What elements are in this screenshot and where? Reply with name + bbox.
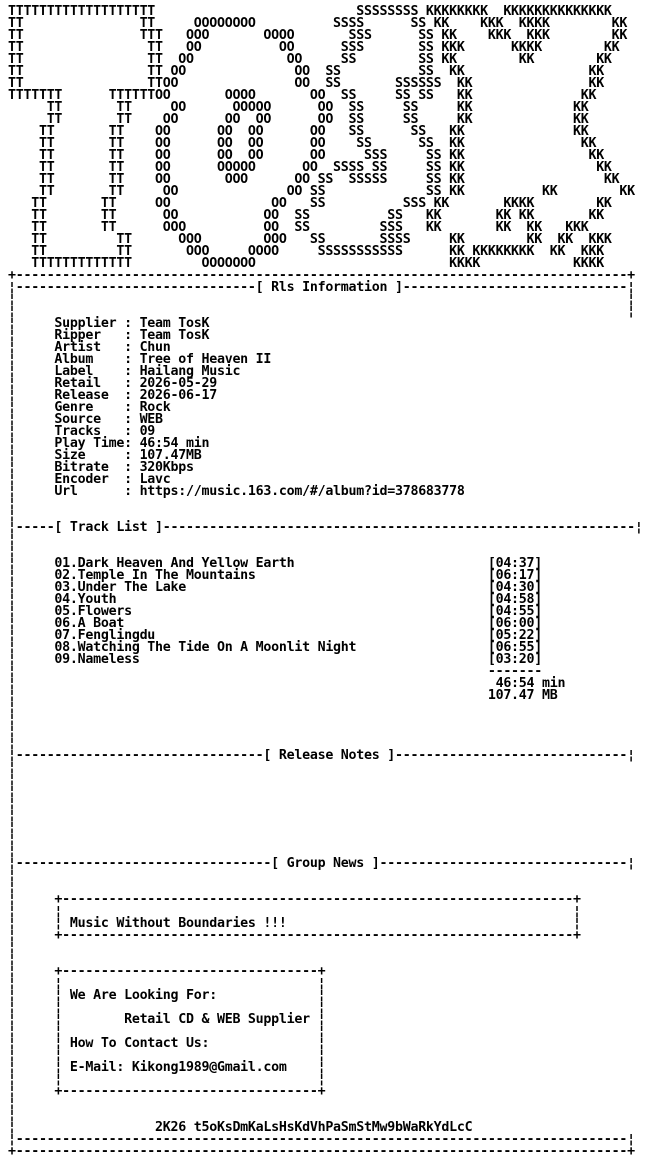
nfo-line: ¦ [8,508,16,523]
nfo-line: ¦ [8,820,16,835]
nfo-line: ¦ 05.Flowers [04:55] [8,604,543,619]
nfo-line: ¦-----[ Track List ]-------------------------------------------------------------¦ [8,520,643,535]
nfo-line: TT TTT OOO OOOO SSS SS KK KKK KKK KK [8,28,628,43]
nfo-line: ¦ ¦ ¦ [8,1024,326,1039]
nfo-line: TT TT OOO OO SS SSS KK KK KK KKK [8,220,589,235]
nfo-line: ¦ Label : Hailang Music [8,364,241,379]
nfo-line: ¦ [8,700,16,715]
nfo-line: TT TT OO OO OO OO SS SS KK KK [8,112,589,127]
nfo-line: ¦ ¦ Music Without Boundaries !!! ¦ [8,916,581,931]
nfo-line: ¦ [8,760,16,775]
nfo-line: ¦ ¦ ¦ [8,1048,326,1063]
nfo-line: ¦ [8,880,16,895]
nfo-line: ¦ +---------------------------------+ [8,964,326,979]
nfo-line: ¦ [8,796,16,811]
nfo-line: ¦ [8,952,16,967]
nfo-line: ¦ [8,496,16,511]
nfo-line: ¦ 08.Watching The Tide On A Moonlit Night [06:55] [8,640,543,655]
nfo-line: TT TT OO OOOOO OO SS SS KK KK [8,100,589,115]
nfo-line: ¦-------------------------------------------------------------------------------¦ [8,1132,635,1147]
nfo-line: +-------------------------------------------------------------------------------+ [8,1144,635,1159]
nfo-line: ¦ Supplier : Team TosK [8,316,210,331]
nfo-line: ¦ [8,784,16,799]
nfo-line: TTTTTTTTTTTTTTTTTTT SSSSSSSS KKKKKKKK KKKKKKKKKKKKKK [8,4,612,19]
nfo-line: TTTTTTTTTTTTT OOOOOOO KKKK KKKK [8,256,604,271]
nfo-line: ¦ [8,868,16,883]
nfo-line: ¦ Source : WEB [8,412,163,427]
nfo-line: ¦ 01.Dark Heaven And Yellow Earth [04:37] [8,556,543,571]
nfo-line: ¦ 2K26 t5oKsDmKaLsHsKdVhPaSmStMw9bWaRkYdLcC [8,1120,473,1135]
nfo-line: ¦ [8,724,16,739]
nfo-line: ¦ 107.47 MB [8,688,558,703]
nfo-line: TT TTOO OO SS SSSSSS KK KK [8,76,604,91]
nfo-line: TT TT OOO OOOO SSSSSSSSSSS KK KKKKKKKK KK KKK [8,244,604,259]
nfo-line: TT TT OO OO OO OO SS SS KK KK [8,124,589,139]
nfo-line: ¦ 03.Under The Lake [04:30] [8,580,543,595]
nfo-line: ¦ ------- [8,664,543,679]
nfo-line: TT TT OO OO OO OO SS SS KK KK [8,136,597,151]
nfo-line: ¦ [8,772,16,787]
nfo-line: ¦ 46:54 min [8,676,566,691]
nfo-line: ¦ ¦ We Are Looking For: ¦ [8,988,326,1003]
nfo-line: TT TT OOO OOO SS SSSS KK KK KK KKK [8,232,612,247]
nfo-line: TT TT OO OO SS SS KK KK KK [8,52,612,67]
nfo-line: ¦ ¦ ¦ [8,976,326,991]
nfo-line: ¦--------------------------------[ Release Notes ]------------------------------¦ [8,748,635,763]
nfo-line: ¦ Genre : Rock [8,400,171,415]
nfo-line: ¦ [8,712,16,727]
nfo-line: TT TT OO OOO OO SS SSSSS SS KK KK [8,172,620,187]
nfo-line: ¦ [8,736,16,751]
nfo-line: ¦ [8,532,16,547]
nfo-line: ¦ ¦ [8,292,635,307]
nfo-line: ¦ +------------------------------------------------------------------+ [8,928,581,943]
nfo-line: ¦ Tracks : 09 [8,424,156,439]
nfo-line: ¦ ¦ E-Mail: Kikong1989@Gmail.com ¦ [8,1060,326,1075]
nfo-line: ¦ Bitrate : 320Kbps [8,460,194,475]
nfo-line: ¦ Retail : 2026-05-29 [8,376,217,391]
nfo-line: ¦ ¦ How To Contact Us: ¦ [8,1036,326,1051]
nfo-line: TT TT OOOOOOOO SSSS SS KK KKK KKKK KK [8,16,628,31]
nfo-line: ¦-------------------------------[ Rls Information ]-----------------------------¦ [8,280,635,295]
nfo-line: ¦ Artist : Chun [8,340,171,355]
nfo-line: ¦ 09.Nameless [03:20] [8,652,543,667]
nfo-line: TT TT OO OO OO OO SSS SS KK KK [8,148,604,163]
nfo-line: TT TT OO OOOOO OO SSSS SS SS KK KK [8,160,612,175]
nfo-line: ¦ [8,940,16,955]
nfo-line: ¦ +---------------------------------+ [8,1084,326,1099]
nfo-line: ¦ [8,844,16,859]
nfo-line: ¦ 02.Temple In The Mountains [06:17] [8,568,543,583]
nfo-line: ¦ Url : https://music.163.com/#/album?id=378683778 [8,484,465,499]
nfo-line: ¦ [8,544,16,559]
nfo-line: TT TT OO OO SSS SS KKK KKKK KK [8,40,620,55]
nfo-line: ¦ +------------------------------------------------------------------+ [8,892,581,907]
nfo-line: TTTTTTT TTTTTTOO OOOO OO SS SS SS KK KK [8,88,597,103]
nfo-line: TT TT OO OO SS SS KK KK [8,64,604,79]
nfo-line: ¦ ¦ [8,304,635,319]
nfo-line: ¦ [8,1108,16,1123]
nfo-line: ¦ Release : 2026-06-17 [8,388,217,403]
nfo-line: TT TT OO OO SS SS KK KK KK [8,184,635,199]
nfo-line: ¦ Size : 107.47MB [8,448,202,463]
nfo-line: ¦ ¦ Retail CD & WEB Supplier ¦ [8,1012,326,1027]
nfo-line: ¦ Encoder : Lavc [8,472,171,487]
nfo-line: TT TT OO OO SS SSS KK KKKK KK [8,196,612,211]
nfo-line: TT TT OO OO SS SS KK KK KK KK [8,208,604,223]
nfo-line: ¦ [8,832,16,847]
nfo-line: ¦ ¦ ¦ [8,904,581,919]
nfo-line: ¦ ¦ ¦ [8,1072,326,1087]
nfo-line: ¦ [8,1096,16,1111]
nfo-line: ¦---------------------------------[ Group News ]--------------------------------¦ [8,856,635,871]
nfo-line: +-------------------------------------------------------------------------------+ [8,268,635,283]
nfo-line: ¦ 06.A Boat [06:00] [8,616,543,631]
nfo-line: ¦ [8,808,16,823]
nfo-line: ¦ Play Time: 46:54 min [8,436,210,451]
nfo-line: ¦ Ripper : Team TosK [8,328,210,343]
nfo-line: ¦ ¦ ¦ [8,1000,326,1015]
nfo-line: ¦ 07.Fenglingdu [05:22] [8,628,543,643]
nfo-line: ¦ 04.Youth [04:58] [8,592,543,607]
nfo-line: ¦ Album : Tree of Heaven II [8,352,272,367]
